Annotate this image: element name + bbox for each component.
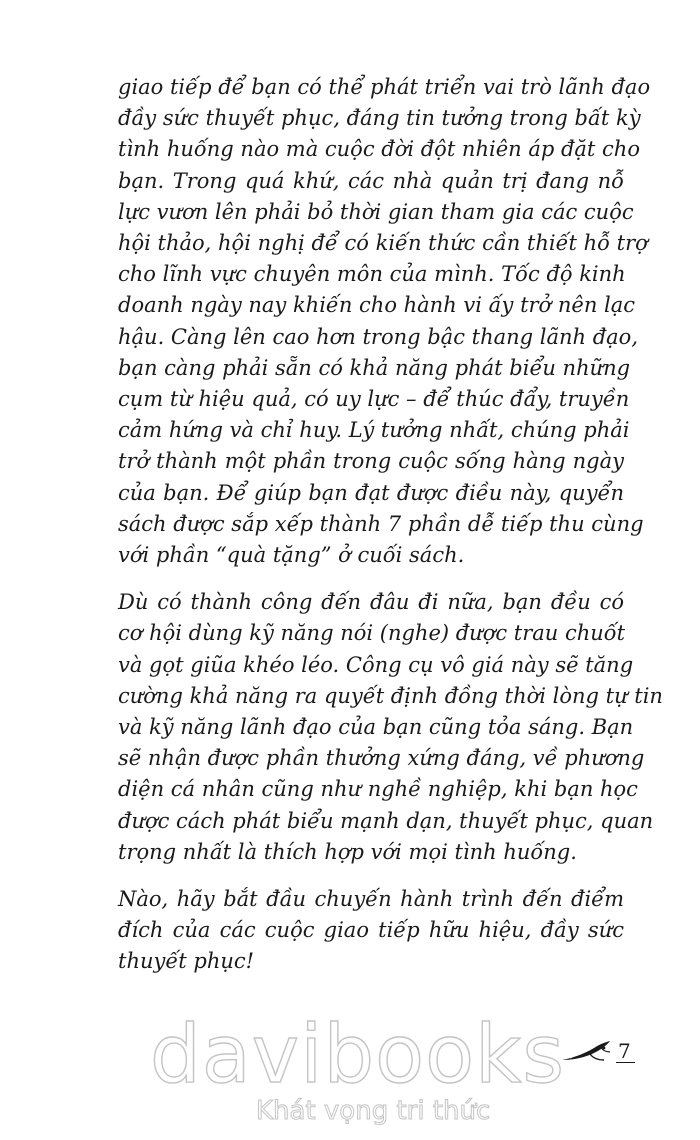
text-line: cảm hứng và chỉ huy. Lý tưởng nhất, chúng phải [118,418,630,443]
text-line: trở thành một phần trong cuộc sống hàng ngày [118,449,624,474]
text-line: giao tiếp để bạn có thể phát triển vai trò lãnh đạo [118,75,651,99]
text-line: cụm từ hiệu quả, có uy lực – để thúc đẩy, truyền [118,387,630,412]
watermark-logo: davibooks [150,1008,566,1101]
body-text [118,72,663,978]
text-line: của bạn. Để giúp bạn đạt được điều này, quyển [118,480,624,505]
text-line: bạn. Trong quá khứ, các nhà quản trị đang nỗ [118,168,624,193]
text-line: được cách phát biểu mạnh dạn, thuyết phục, quan [118,808,654,833]
text-line: và kỹ năng lãnh đạo của bạn cũng tỏa sáng. Bạn [118,715,634,740]
paragraph-2 [118,587,663,868]
text-line: Dù có thành công đến đâu đi nữa, bạn đều có [118,590,624,615]
text-line: lực vươn lên phải bỏ thời gian tham gia các cuộc [118,199,634,224]
text-line: diện cá nhân cũng như nghề nghiệp, khi bạn học [118,777,638,802]
watermark-tagline: Khát vọng tri thức [256,1096,491,1126]
text-line: với phần “quà tặng” ở cuối sách. [118,543,465,568]
text-line: hội thảo, hội nghị để có kiến thức cần thiết hỗ trợ [118,231,648,256]
page-marker [560,1038,635,1064]
text-line: đích của các cuộc giao tiếp hữu hiệu, đầy sức [118,918,624,943]
text-line: Nào, hãy bắt đầu chuyến hành trình đến điểm [118,887,624,912]
paragraph-1 [118,72,651,571]
text-line: bạn càng phải sẵn có khả năng phát biểu những [118,355,631,380]
text-line: thuyết phục! [118,949,255,974]
text-line: cường khả năng ra quyết định đồng thời lòng tự tin [118,683,663,708]
text-line: sách được sắp xếp thành 7 phần dễ tiếp thu cùng [118,511,644,536]
text-line: cơ hội dùng kỹ năng nói (nghe) được trau chuốt [118,621,626,646]
text-line: doanh ngày nay khiến cho hành vi ấy trở nên lạc [118,293,636,318]
page-number: 7 [616,1040,635,1063]
text-line: hậu. Càng lên cao hơn trong bậc thang lãnh đạo, [118,324,638,349]
paragraph-3 [118,884,624,978]
quill-pen-ornament-icon [560,1038,612,1064]
text-line: sẽ nhận được phần thưởng xứng đáng, về phương [118,746,645,771]
text-line: cho lĩnh vực chuyên môn của mình. Tốc độ kinh [118,262,626,287]
text-line: đầy sức thuyết phục, đáng tin tưởng trong bất kỳ [118,106,641,131]
text-line: trọng nhất là thích hợp với mọi tình huống. [118,839,577,864]
text-line: tình huống nào mà cuộc đời đột nhiên áp đặt cho [118,137,640,162]
text-line: và gọt giũa khéo léo. Công cụ vô giá này sẽ tăng [118,652,634,677]
